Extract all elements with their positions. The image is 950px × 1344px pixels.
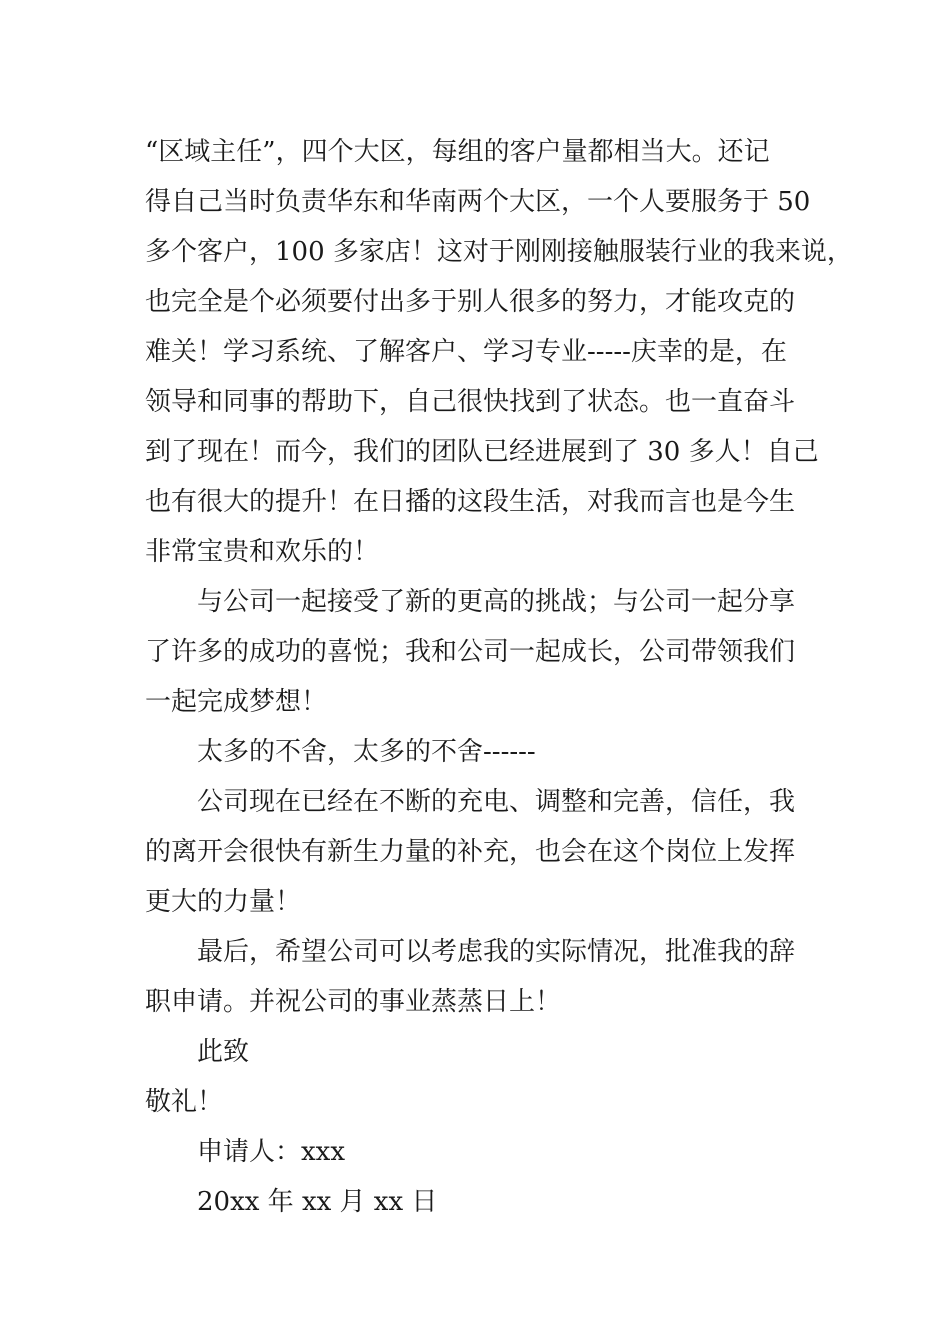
body-line: 与公司一起接受了新的更高的挑战；与公司一起分享 <box>197 587 796 617</box>
body-line: 太多的不舍，太多的不舍------ <box>197 737 536 767</box>
body-line: 也有很大的提升！在日播的这段生活，对我而言也是今生 <box>145 487 796 517</box>
body-line: 最后，希望公司可以考虑我的实际情况，批准我的辞 <box>197 937 796 967</box>
letter-body <box>145 127 853 1227</box>
body-line: “区域主任”，四个大区，每组的客户量都相当大。还记 <box>145 137 770 167</box>
body-line: 更大的力量！ <box>145 887 302 917</box>
body-line: 公司现在已经在不断的充电、调整和完善，信任，我 <box>197 787 796 817</box>
body-line: 非常宝贵和欢乐的！ <box>145 537 380 567</box>
body-line: 难关！学习系统、了解客户、学习专业-----庆幸的是，在 <box>145 337 787 367</box>
body-line: 了许多的成功的喜悦；我和公司一起成长，公司带领我们 <box>145 637 796 667</box>
body-line: 多个客户，100 多家店！这对于刚刚接触服装行业的我来说， <box>145 237 853 267</box>
applicant-name: 申请人：xxx <box>197 1137 345 1167</box>
body-line: 职申请。并祝公司的事业蒸蒸日上！ <box>145 987 562 1017</box>
body-line: 一起完成梦想！ <box>145 687 328 717</box>
body-line: 的离开会很快有新生力量的补充，也会在这个岗位上发挥 <box>145 837 796 867</box>
body-line: 到了现在！而今，我们的团队已经进展到了 30 多人！自己 <box>145 437 819 467</box>
body-line: 得自己当时负责华东和华南两个大区，一个人要服务于 50 <box>145 187 811 217</box>
letter-date: 20xx 年 xx 月 xx 日 <box>197 1187 438 1217</box>
closing-regards: 敬礼！ <box>145 1087 224 1117</box>
body-line: 也完全是个必须要付出多于别人很多的努力，才能攻克的 <box>145 287 796 317</box>
body-line: 领导和同事的帮助下，自己很快找到了状态。也一直奋斗 <box>145 387 796 417</box>
closing-salutation: 此致 <box>197 1037 250 1067</box>
